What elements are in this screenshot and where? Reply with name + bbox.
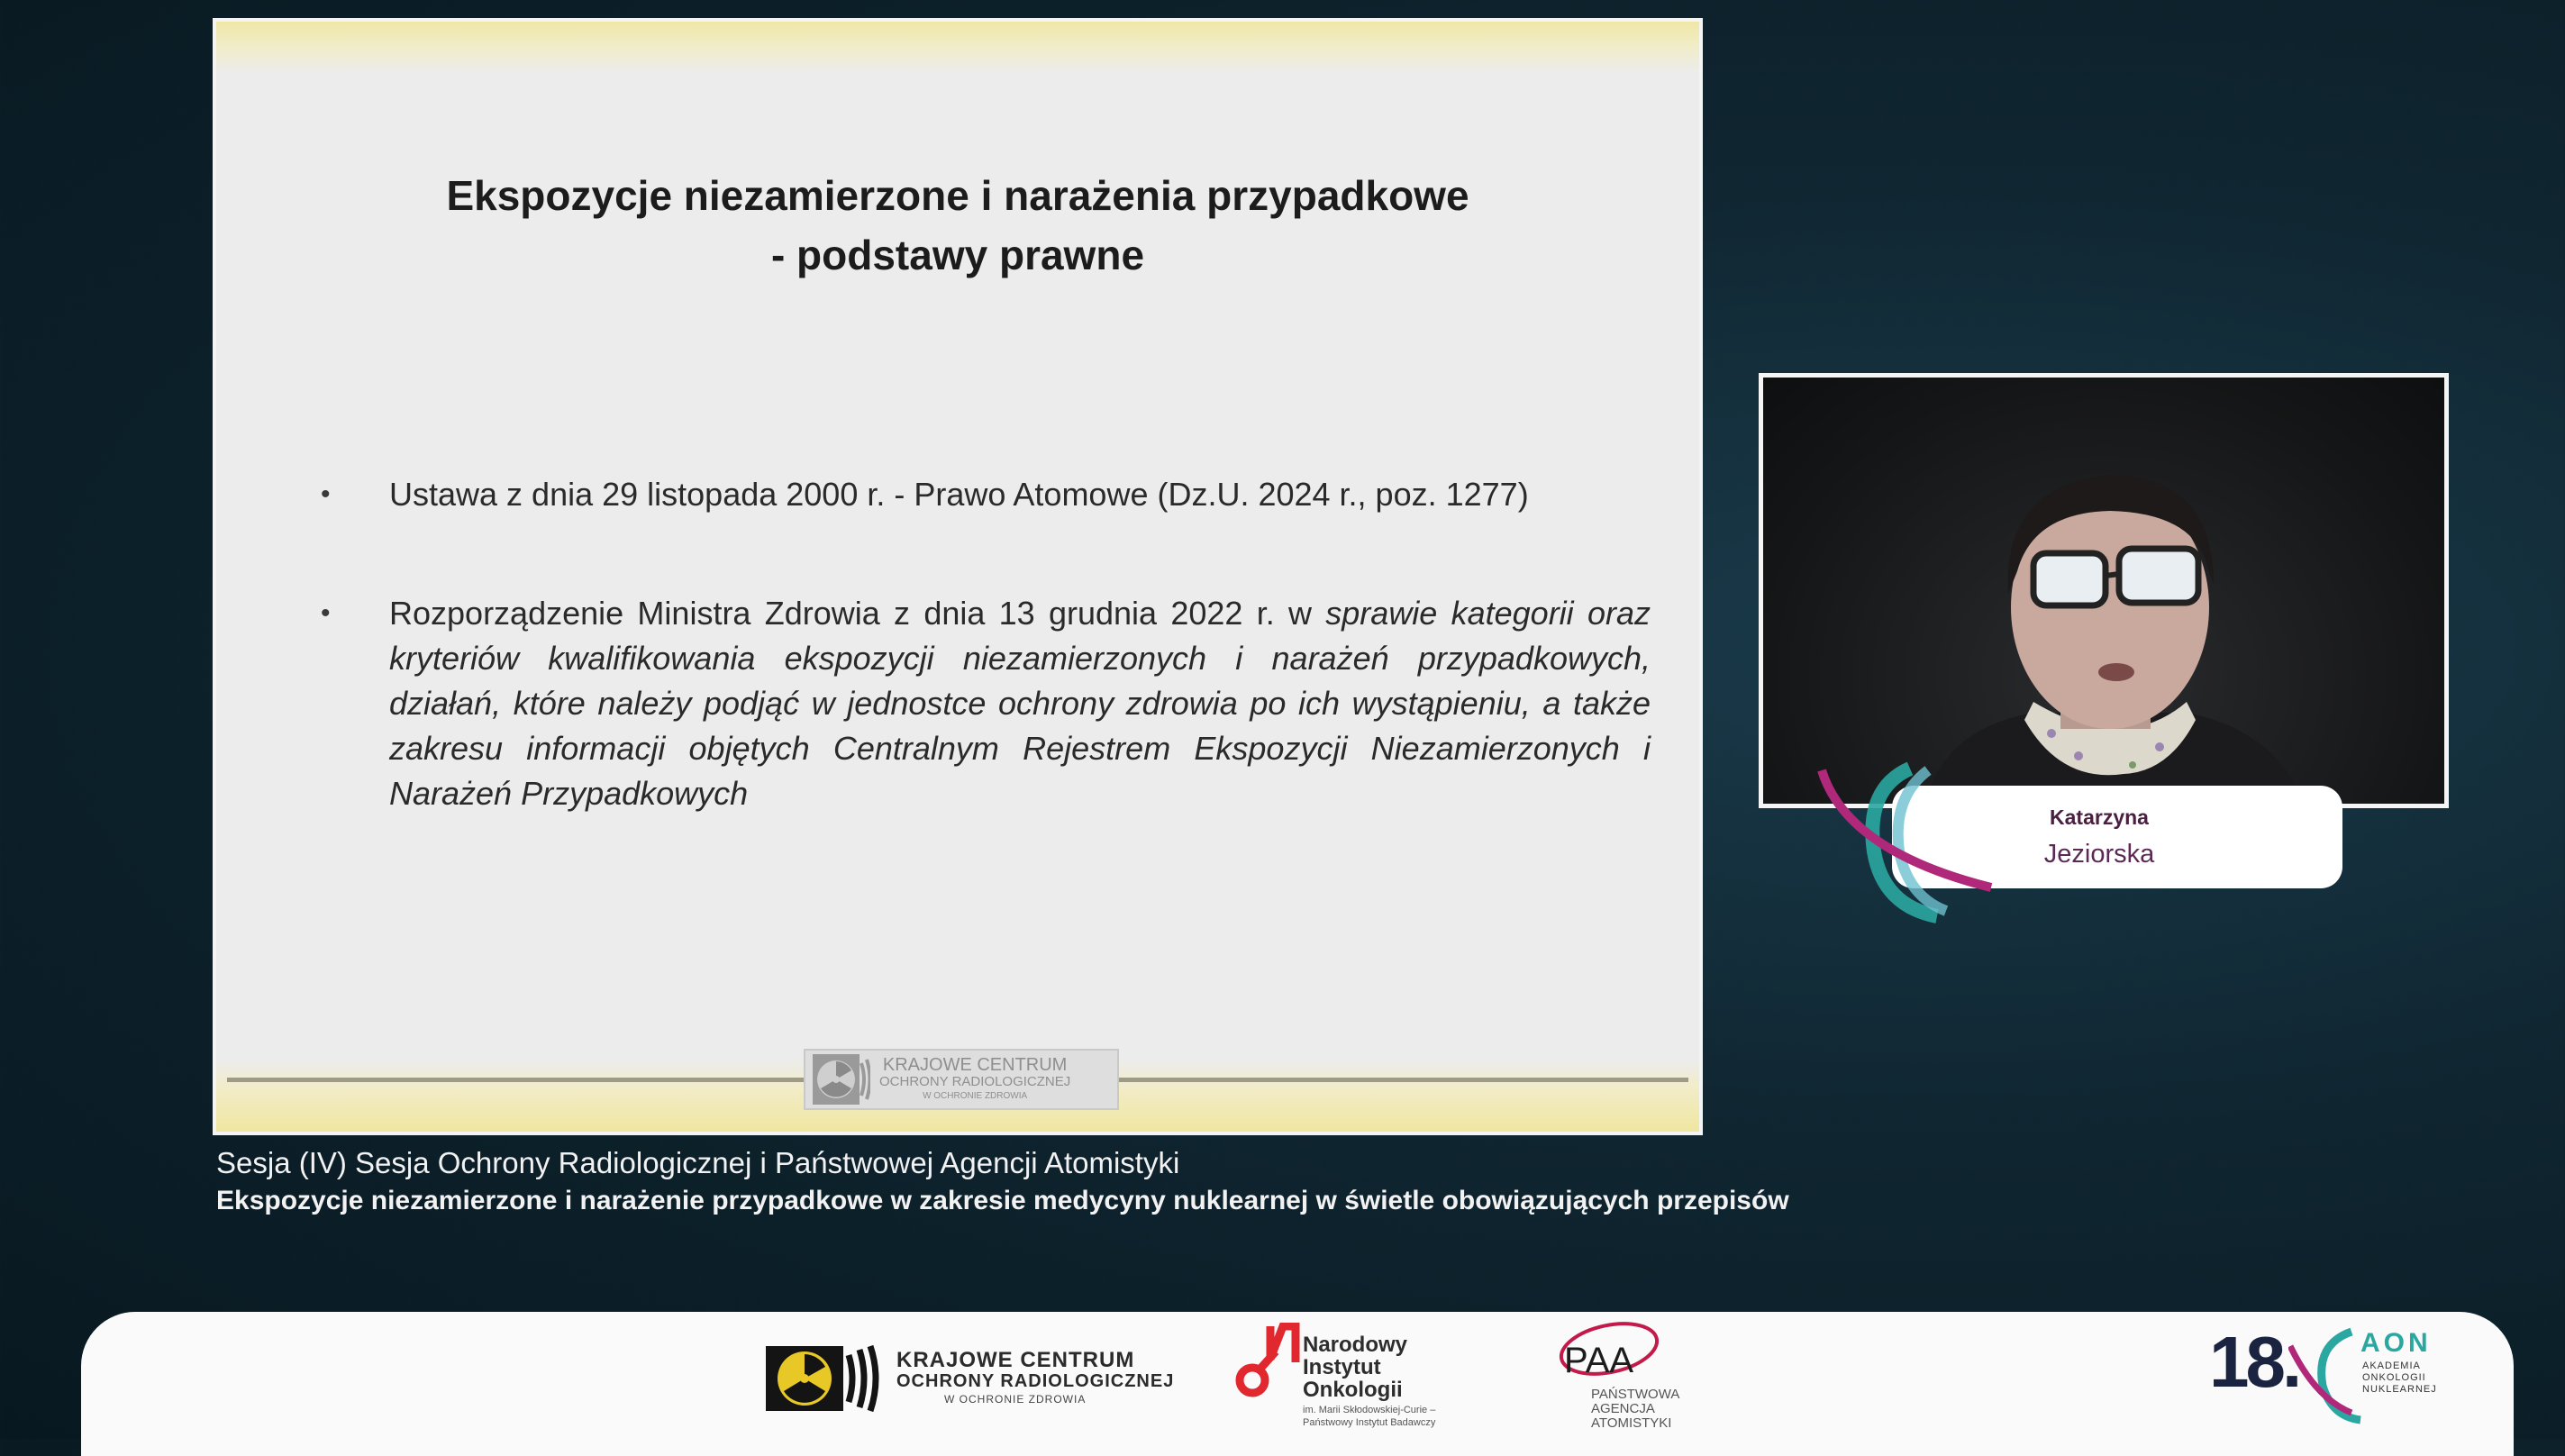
nio-subtitle-line2: Państwowy Instytut Badawczy [1303, 1417, 1436, 1428]
nio-name-line3: Onkologii [1303, 1378, 1403, 1402]
bullet-dot-icon: • [321, 598, 331, 628]
slide-kcor-logo [804, 1049, 1119, 1110]
aon-logo-icon [2288, 1326, 2369, 1425]
nio-name-line1: Narodowy [1303, 1333, 1408, 1357]
nio-name-line2: Instytut [1303, 1355, 1381, 1379]
bullet-text-italic: sprawie kategorii oraz kryteriów kwalifikowania ekspozycji niezamierzonych i narażeń przypadkowych, działań, które należy podjąć w jednostce ochrony zdrowia po ich wystąpieniu, a także zakresu informacji objętych Centralnym Rejestrem Ekspozycji Niezamierzonych i Narażeń Przypadkowych [389, 595, 1651, 812]
bullet-text [389, 591, 1651, 816]
aon-name-line2: ONKOLOGII [2362, 1372, 2426, 1383]
session-caption: Sesja (IV) Sesja Ochrony Radiologicznej i Państwowej Agencji Atomistyki [216, 1146, 1180, 1179]
bullet-text: Ustawa z dnia 29 listopada 2000 r. - Prawo Atomowe (Dz.U. 2024 r., poz. 1277) [389, 476, 1529, 513]
speaker-last-name: Jeziorska [2043, 840, 2155, 869]
speaker-first-name: Katarzyna [2050, 805, 2149, 829]
bullet-text-regular: Rozporządzenie Ministra Zdrowia z dnia 13 grudnia 2022 r. w [389, 595, 1326, 632]
slide-top-band [216, 22, 1699, 74]
nio-subtitle [1303, 1404, 1435, 1429]
aon-name-line1: AKADEMIA [2362, 1360, 2421, 1371]
paa-name [1591, 1388, 1679, 1431]
aon-mark: AON [2360, 1328, 2432, 1358]
talk-title-caption: Ekspozycje niezamierzone i narażenie przypadkowe w zakresie medycyny nuklearnej w świetle obowiązujących przepisów [216, 1186, 1789, 1215]
speaker-video [1759, 373, 2449, 808]
slide-logo-line2: OCHRONY RADIOLOGICZNEJ [879, 1074, 1071, 1089]
kcor-name-line2: OCHRONY RADIOLOGICZNEJ [896, 1371, 1175, 1391]
aon-edition-number: 18. [2209, 1322, 2299, 1402]
bullet-item [321, 591, 1651, 816]
kcor-radiation-logo-icon [766, 1342, 883, 1415]
bullet-dot-icon: • [321, 479, 331, 509]
slide-logo-line3: W OCHRONIE ZDROWIA [923, 1091, 1028, 1101]
nio-logo-icon [1232, 1323, 1305, 1404]
presentation-slide [213, 18, 1703, 1135]
paa-logo-icon [1555, 1318, 1672, 1390]
nio-name [1303, 1333, 1407, 1401]
aon-name-line3: NUKLEARNEJ [2362, 1384, 2437, 1395]
slide-title-line2: - podstawy prawne [770, 232, 1145, 278]
slide-logo-line1: KRAJOWE CENTRUM [882, 1055, 1068, 1075]
speaker-image [1763, 378, 2444, 804]
paa-name-line2: AGENCJA [1591, 1401, 1655, 1416]
kcor-name-line3: W OCHRONIE ZDROWIA [944, 1393, 1087, 1406]
bullet-item [321, 472, 1640, 517]
kcor-name-line1: KRAJOWE CENTRUM [896, 1348, 1135, 1372]
paa-mark: PAA [1564, 1341, 1634, 1380]
slide-title [216, 166, 1699, 285]
nio-subtitle-line1: im. Marii Skłodowskiej-Curie – [1303, 1405, 1436, 1415]
paa-name-line1: PAŃSTWOWA [1591, 1387, 1680, 1402]
paa-name-line3: ATOMISTYKI [1591, 1415, 1672, 1431]
radiation-icon [813, 1054, 870, 1105]
aon-name [2362, 1360, 2437, 1396]
slide-title-line1: Ekspozycje niezamierzone i narażenia przypadkowe [446, 172, 1469, 219]
